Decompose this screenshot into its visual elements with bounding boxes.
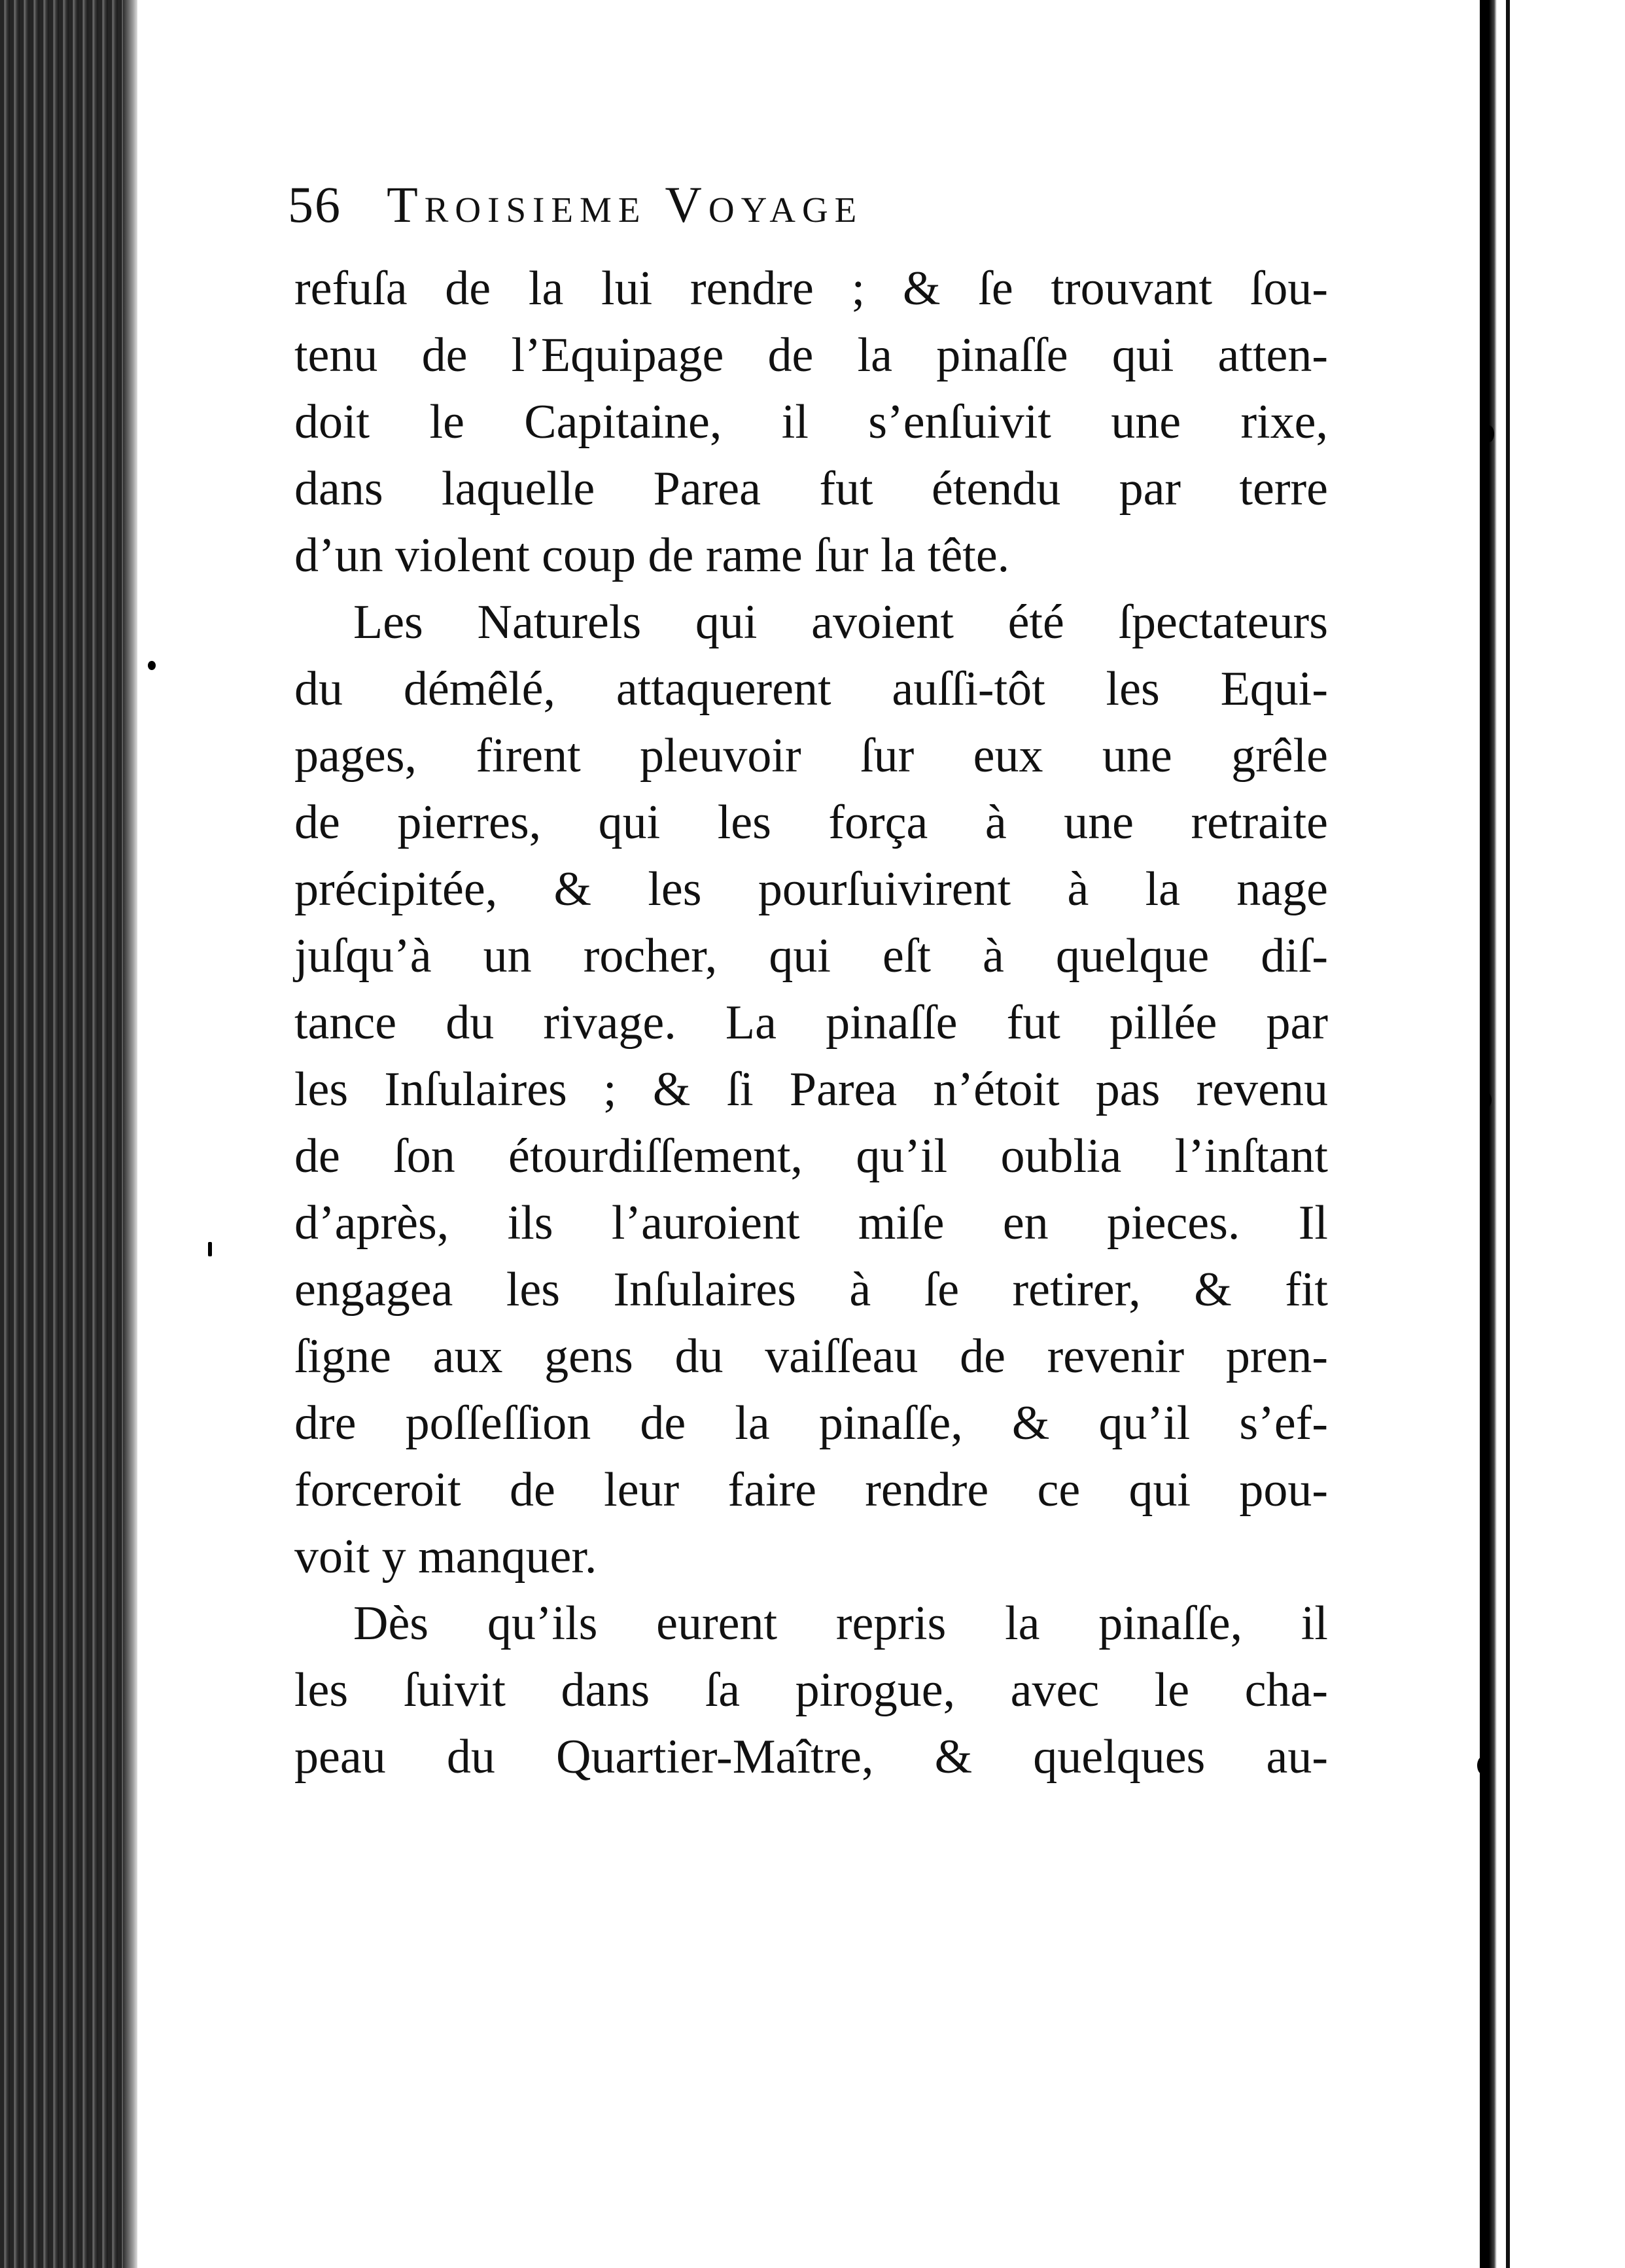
text-line: engagea les Inſulaires à ſe retirer, & fit [294, 1263, 1328, 1317]
scan-speck [1480, 1091, 1492, 1108]
text-line: juſqu’à un rocher, qui eſt à quelque diſ- [294, 929, 1328, 983]
book-spine-edge [0, 0, 137, 2268]
text-line: Les Naturels qui avoient été ſpectateurs [353, 595, 1328, 649]
page-right-border [1480, 0, 1625, 2268]
text-line: dans laquelle Parea fut étendu par terre [294, 462, 1328, 516]
text-line: d’après, ils l’auroient miſe en pieces. Il [294, 1196, 1328, 1250]
running-title: Troisieme Voyage [387, 176, 864, 233]
body-text [294, 255, 1328, 1790]
text-line: doit le Capitaine, il s’enſuivit une rixe, [294, 395, 1328, 449]
border-line-thin [1506, 0, 1510, 2268]
text-line: forceroit de leur faire rendre ce qui pou- [294, 1463, 1328, 1517]
text-line: tenu de l’Equipage de la pinaſſe qui atten- [294, 328, 1328, 382]
text-line: les ſuivit dans ſa pirogue, avec le cha- [294, 1663, 1328, 1717]
running-head [288, 175, 1204, 247]
scan-speck [208, 1242, 212, 1256]
text-line: peau du Quartier-Maître, & quelques au- [294, 1730, 1328, 1784]
text-line: tance du rivage. La pinaſſe fut pillée par [294, 996, 1328, 1050]
text-line: dre poſſeſſion de la pinaſſe, & qu’il s’ef- [294, 1396, 1328, 1450]
text-line: de pierres, qui les força à une retraite [294, 796, 1328, 849]
scan-speck [1484, 425, 1494, 442]
text-line: précipitée, & les pourſuivirent à la nage [294, 862, 1328, 916]
text-line: Dès qu’ils eurent repris la pinaſſe, il [353, 1597, 1328, 1650]
scan-speck [1477, 1756, 1489, 1775]
border-line [1480, 0, 1497, 2268]
scan-speck [148, 661, 156, 670]
text-line: de ſon étourdiſſement, qu’il oublia l’inſtant [294, 1129, 1328, 1183]
text-line: refuſa de la lui rendre ; & ſe trouvant ſou- [294, 262, 1328, 315]
page-number: 56 [288, 176, 341, 233]
text-line: d’un violent coup de rame ſur la tête. [294, 529, 1010, 582]
text-line: du démêlé, attaquerent auſſi-tôt les Equi- [294, 662, 1328, 716]
text-line: voit y manquer. [294, 1530, 597, 1584]
text-line: pages, firent pleuvoir ſur eux une grêle [294, 729, 1328, 783]
text-line: les Inſulaires ; & ſi Parea n’étoit pas revenu [294, 1063, 1328, 1116]
text-line: ſigne aux gens du vaiſſeau de revenir pren- [294, 1330, 1328, 1383]
